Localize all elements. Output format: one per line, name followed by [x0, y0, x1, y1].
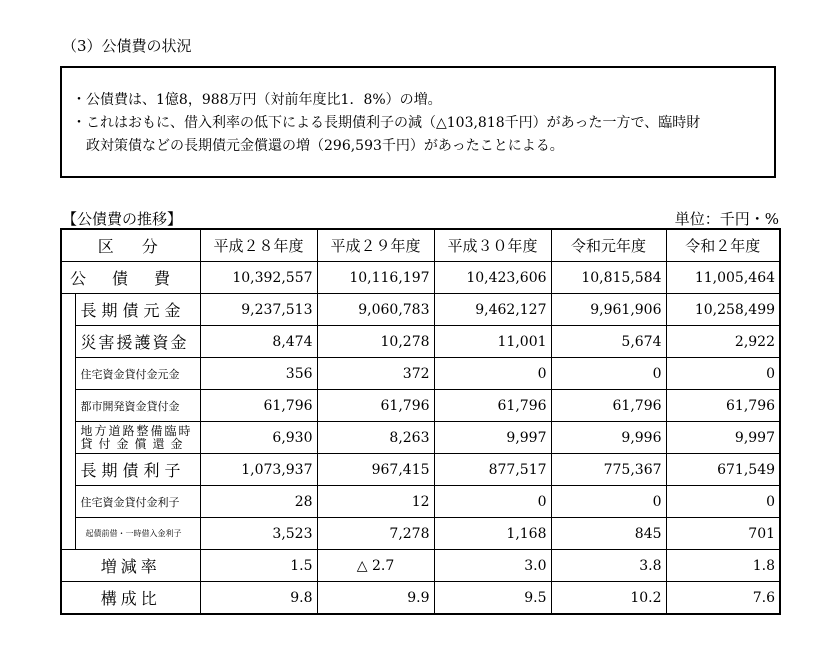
- row-label-urban-dev: 都市開発資金貸付金: [75, 390, 200, 422]
- table-row: [61, 326, 780, 358]
- table-header-row: [61, 229, 780, 262]
- table-cell: 877,517: [434, 454, 551, 486]
- table-cell: 61,796: [666, 390, 780, 422]
- section-heading: （3）公債費の状況: [62, 37, 192, 55]
- row-label-principal: 長期債元金: [75, 294, 200, 326]
- table-cell: 10,815,584: [551, 262, 666, 294]
- table-cell: 11,001: [434, 326, 551, 358]
- table-cell: 8,474: [200, 326, 317, 358]
- table-cell: 372: [317, 358, 434, 390]
- table-cell: 701: [666, 518, 780, 550]
- debt-service-table: [60, 228, 781, 615]
- table-cell: 3.8: [551, 550, 666, 582]
- table-cell: 9,060,783: [317, 294, 434, 326]
- table-row: [61, 550, 780, 582]
- table-row: [61, 582, 780, 615]
- row-label-housing-interest: 住宅資金貸付金利子: [75, 486, 200, 518]
- table-cell: 11,005,464: [666, 262, 780, 294]
- table-cell: 5,674: [551, 326, 666, 358]
- table-cell: 3,523: [200, 518, 317, 550]
- summary-line: ・公債費は、1億8，988万円（対前年度比1．8%）の増。: [72, 92, 442, 108]
- row-label-disaster: 災害援護資金: [75, 326, 200, 358]
- row-label-line: 貸付金償還金: [80, 436, 189, 451]
- row-label-composition: 構成比: [61, 582, 200, 615]
- table-cell: 9,997: [666, 422, 780, 454]
- table-cell: 10.2: [551, 582, 666, 615]
- row-label-bond-interest: 起債前借・一時借入金利子: [75, 518, 200, 550]
- table-row: [61, 518, 780, 550]
- table-cell: 10,258,499: [666, 294, 780, 326]
- summary-line: 政対策債などの長期債元金償還の増（296,593千円）があったことによる。: [86, 138, 564, 154]
- table-cell: 9,462,127: [434, 294, 551, 326]
- row-label-change-rate: 増減率: [61, 550, 200, 582]
- table-cell: 1.5: [200, 550, 317, 582]
- table-cell: 9,997: [434, 422, 551, 454]
- table-cell: 10,116,197: [317, 262, 434, 294]
- indent-cell: [61, 486, 75, 518]
- table-row: [61, 262, 780, 294]
- header-year: 令和２年度: [666, 229, 780, 262]
- table-row: [61, 422, 780, 454]
- header-year: 令和元年度: [551, 229, 666, 262]
- table-row: [61, 294, 780, 326]
- table-cell: 3.0: [434, 550, 551, 582]
- table-row: [61, 454, 780, 486]
- indent-cell: [61, 326, 75, 358]
- indent-cell: [61, 518, 75, 550]
- table-cell: 10,278: [317, 326, 434, 358]
- table-caption: 【公債費の推移】: [62, 210, 183, 228]
- table-cell: 0: [551, 358, 666, 390]
- table-cell: 9.5: [434, 582, 551, 615]
- table-cell: 28: [200, 486, 317, 518]
- row-label-interest: 長期債利子: [75, 454, 200, 486]
- table-row: [61, 486, 780, 518]
- table-cell: 356: [200, 358, 317, 390]
- table-cell: 9,961,906: [551, 294, 666, 326]
- table-cell: 9,996: [551, 422, 666, 454]
- table-cell: 61,796: [200, 390, 317, 422]
- header-year: 平成３０年度: [434, 229, 551, 262]
- table-cell: 967,415: [317, 454, 434, 486]
- summary-box: [60, 66, 776, 178]
- row-label-road-loan: [75, 422, 200, 454]
- header-category: 区 分: [61, 229, 200, 262]
- table-cell: 7.6: [666, 582, 780, 615]
- header-year: 平成２９年度: [317, 229, 434, 262]
- table-cell: 61,796: [434, 390, 551, 422]
- header-year: 平成２８年度: [200, 229, 317, 262]
- table-cell: 0: [666, 358, 780, 390]
- table-cell: 61,796: [551, 390, 666, 422]
- table-cell: 12: [317, 486, 434, 518]
- table-cell: 671,549: [666, 454, 780, 486]
- table-cell: △ 2.7: [317, 550, 434, 582]
- table-cell: 10,423,606: [434, 262, 551, 294]
- table-cell: 6,930: [200, 422, 317, 454]
- table-cell: 0: [434, 486, 551, 518]
- table-cell: 9.8: [200, 582, 317, 615]
- summary-line: ・これはおもに、借入利率の低下による長期債利子の減（△103,818千円）があった一方で、臨時財: [72, 115, 701, 131]
- table-cell: 9,237,513: [200, 294, 317, 326]
- table-cell: 9.9: [317, 582, 434, 615]
- table-cell: 1.8: [666, 550, 780, 582]
- table-cell: 1,073,937: [200, 454, 317, 486]
- table-cell: 0: [434, 358, 551, 390]
- indent-cell: [61, 294, 75, 326]
- table-cell: 8,263: [317, 422, 434, 454]
- table-cell: 0: [666, 486, 780, 518]
- table-cell: 10,392,557: [200, 262, 317, 294]
- indent-cell: [61, 358, 75, 390]
- table-row: [61, 390, 780, 422]
- table-cell: 845: [551, 518, 666, 550]
- unit-label: 単位：千円・%: [674, 210, 779, 228]
- table-row: [61, 358, 780, 390]
- table-cell: 7,278: [317, 518, 434, 550]
- indent-cell: [61, 390, 75, 422]
- row-label-housing-principal: 住宅資金貸付金元金: [75, 358, 200, 390]
- indent-cell: [61, 422, 75, 454]
- indent-cell: [61, 454, 75, 486]
- table-cell: 2,922: [666, 326, 780, 358]
- table-cell: 1,168: [434, 518, 551, 550]
- table-cell: 775,367: [551, 454, 666, 486]
- row-label-total: 公 債 費: [61, 262, 200, 294]
- table-cell: 0: [551, 486, 666, 518]
- table-cell: 61,796: [317, 390, 434, 422]
- row-label-line: 地方道路整備臨時: [80, 423, 193, 438]
